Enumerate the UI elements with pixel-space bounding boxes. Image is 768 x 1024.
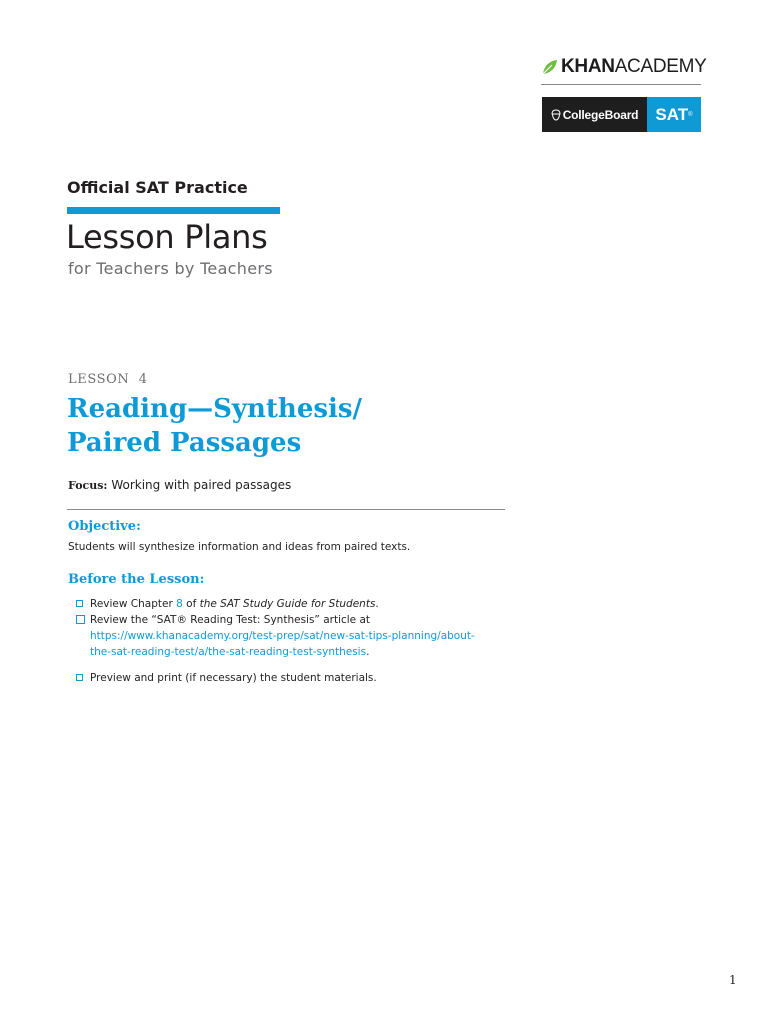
sat-logo bbox=[647, 97, 701, 132]
list-item bbox=[76, 670, 516, 686]
section-divider bbox=[67, 509, 505, 510]
lesson-title-line-2: Paired Passages bbox=[67, 428, 302, 458]
sat-registered-mark: ® bbox=[688, 111, 693, 118]
article-link-continued[interactable]: the-sat-reading-test/a/the-sat-reading-test-synthesis bbox=[90, 646, 367, 658]
objective-text: Students will synthesize information and ideas from paired texts. bbox=[68, 541, 411, 553]
bullet-text: Preview and print (if necessary) the student materials. bbox=[90, 672, 377, 684]
logo-divider bbox=[541, 84, 701, 85]
collegeboard-text: CollegeBoard bbox=[562, 107, 639, 122]
article-link[interactable]: https://www.khanacademy.org/test-prep/sat/new-sat-tips-planning/about- bbox=[90, 630, 475, 642]
page-number: 1 bbox=[729, 973, 737, 987]
book-title: the SAT Study Guide for Students bbox=[199, 598, 376, 610]
khan-logo-light: ACADEMY bbox=[614, 56, 707, 77]
bullet-text: Review Chapter bbox=[90, 598, 177, 610]
lesson-number: LESSON 4 bbox=[68, 372, 148, 387]
bullet-text: of bbox=[182, 598, 200, 610]
collegeboard-sat-logo bbox=[542, 97, 701, 132]
khan-academy-logo bbox=[541, 54, 707, 80]
khan-logo-bold: KHAN bbox=[561, 56, 615, 77]
lesson-title bbox=[67, 392, 362, 460]
before-lesson-heading: Before the Lesson: bbox=[68, 572, 205, 587]
official-sat-practice-heading: Official SAT Practice bbox=[67, 178, 248, 197]
bullet-text: . bbox=[366, 646, 370, 658]
collegeboard-logo bbox=[542, 97, 647, 132]
page-title: Lesson Plans bbox=[66, 218, 268, 256]
acorn-icon bbox=[551, 109, 561, 121]
checkbox-icon bbox=[76, 600, 83, 607]
sat-text: SAT bbox=[655, 104, 689, 124]
objective-heading: Objective: bbox=[68, 519, 141, 534]
chapter-link[interactable]: 8 bbox=[176, 598, 183, 610]
bullet-text: . bbox=[375, 598, 379, 610]
checkbox-icon bbox=[76, 674, 83, 681]
lesson-title-line-1: Reading—Synthesis/ bbox=[67, 394, 363, 424]
header-accent-bar bbox=[67, 207, 280, 214]
list-item bbox=[76, 596, 516, 612]
checkbox-icon bbox=[76, 615, 85, 624]
before-lesson-list bbox=[76, 596, 516, 686]
focus-label: Focus: bbox=[68, 479, 108, 492]
focus-line bbox=[68, 478, 291, 492]
bullet-text: Review the “SAT® Reading Test: Synthesis” article at bbox=[90, 614, 371, 626]
list-item bbox=[76, 612, 516, 660]
focus-text: Working with paired passages bbox=[107, 478, 292, 492]
leaf-icon bbox=[541, 58, 559, 76]
page-subtitle: for Teachers by Teachers bbox=[68, 259, 273, 278]
